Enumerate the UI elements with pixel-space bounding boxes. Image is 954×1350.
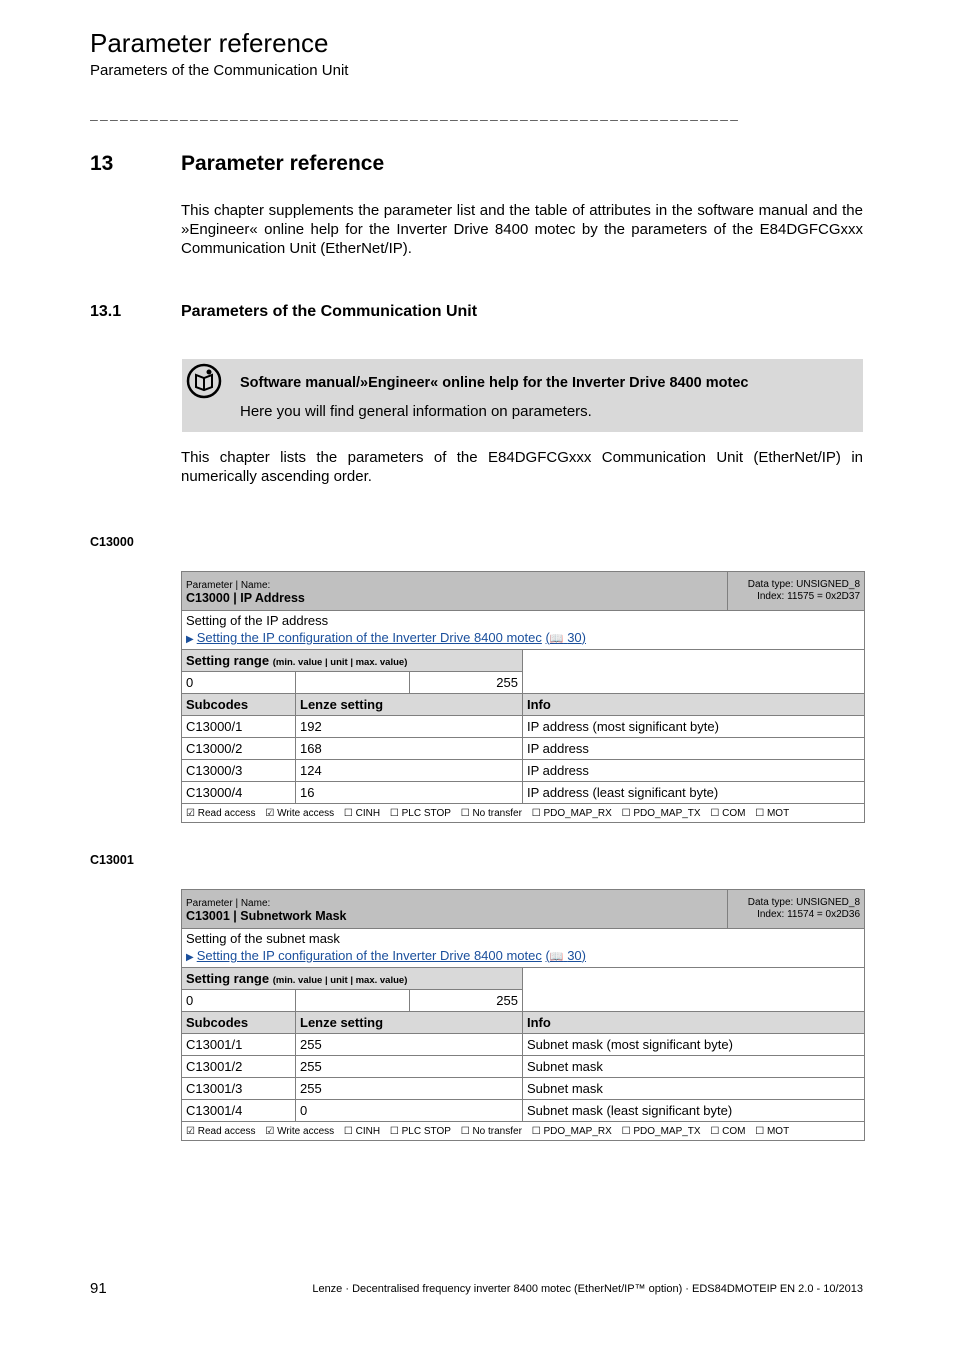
table-row: C13001/3 255 Subnet mask xyxy=(182,1078,865,1100)
parameter-name-label: Parameter | Name: xyxy=(186,898,271,909)
range-min: 0 xyxy=(182,672,296,694)
link-arrow-icon: ▶ xyxy=(186,952,194,963)
flag-mot: ☐ MOT xyxy=(755,1125,790,1137)
table-row: C13000/1 192 IP address (most significant byte) xyxy=(182,716,865,738)
parameter-description: Setting of the IP address xyxy=(186,613,329,628)
link-arrow-icon: ▶ xyxy=(186,634,194,645)
page-reference-link[interactable]: (📖 30) xyxy=(545,630,586,645)
chapter-intro: This chapter supplements the parameter list and the table of attributes in the software manual and the »Engineer« online help for the Inverter Drive 8400 motec by the parameters of the E84DGFCGxxx Communication Unit (EtherNet/IP). xyxy=(181,202,863,257)
data-type: Data type: UNSIGNED_8 xyxy=(747,579,861,590)
flag-read-access: ☑ Read access xyxy=(186,807,256,819)
range-max: 255 xyxy=(410,672,523,694)
flag-mot: ☐ MOT xyxy=(755,807,790,819)
section-number: 13.1 xyxy=(90,303,122,320)
flag-cinh: ☐ CINH xyxy=(343,807,381,819)
flag-pdo-map-tx: ☐ PDO_MAP_TX xyxy=(621,1125,701,1137)
chapter-number: 13 xyxy=(90,152,114,175)
column-header-info: Info xyxy=(523,694,865,716)
flag-plc-stop: ☐ PLC STOP xyxy=(389,1125,451,1137)
parameter-name-label: Parameter | Name: xyxy=(186,580,271,591)
book-icon: 📖 xyxy=(549,951,564,963)
flag-plc-stop: ☐ PLC STOP xyxy=(389,807,451,819)
page-reference-link[interactable]: (📖 30) xyxy=(545,948,586,963)
table-row: C13001/2 255 Subnet mask xyxy=(182,1056,865,1078)
access-flags xyxy=(182,1122,865,1141)
flag-pdo-map-rx: ☐ PDO_MAP_RX xyxy=(531,1125,612,1137)
note-box xyxy=(182,359,863,432)
table-row: C13001/4 0 Subnet mask (least significant byte) xyxy=(182,1100,865,1122)
table-row: C13000/2 168 IP address xyxy=(182,738,865,760)
flag-no-transfer: ☐ No transfer xyxy=(460,807,522,819)
setting-range-hint: (min. value | unit | max. value) xyxy=(272,657,408,668)
range-min: 0 xyxy=(182,990,296,1012)
table-row: C13000/4 16 IP address (least significant byte) xyxy=(182,782,865,804)
setting-range-label: Setting range xyxy=(186,653,270,668)
parameter-description: Setting of the subnet mask xyxy=(186,931,340,946)
flag-write-access: ☑ Write access xyxy=(265,807,335,819)
note-text: Here you will find general information on parameters. xyxy=(240,403,592,420)
manual-reader-icon xyxy=(186,363,222,399)
flag-read-access: ☑ Read access xyxy=(186,1125,256,1137)
parameter-heading: C13000 xyxy=(90,535,134,549)
cross-reference-link[interactable]: Setting the IP configuration of the Inverter Drive 8400 motec xyxy=(196,630,542,645)
range-unit xyxy=(296,990,410,1012)
range-unit xyxy=(296,672,410,694)
column-header-lenze-setting: Lenze setting xyxy=(296,1012,523,1034)
setting-range-hint: (min. value | unit | max. value) xyxy=(272,975,408,986)
setting-range-label: Setting range xyxy=(186,971,270,986)
table-row: C13001/1 255 Subnet mask (most significant byte) xyxy=(182,1034,865,1056)
range-max: 255 xyxy=(410,990,523,1012)
section-intro: This chapter lists the parameters of the E84DGFCGxxx Communication Unit (EtherNet/IP) in numerically ascending order. xyxy=(181,449,863,485)
note-title: Software manual/»Engineer« online help for the Inverter Drive 8400 motec xyxy=(240,375,749,391)
parameter-name: C13000 | IP Address xyxy=(186,591,305,605)
page-header-title: Parameter reference xyxy=(90,28,329,58)
data-type: Data type: UNSIGNED_8 xyxy=(747,897,861,908)
flag-com: ☐ COM xyxy=(710,1125,746,1137)
column-header-subcodes: Subcodes xyxy=(182,1012,296,1034)
flag-pdo-map-tx: ☐ PDO_MAP_TX xyxy=(621,807,701,819)
book-icon: 📖 xyxy=(549,633,564,645)
flag-pdo-map-rx: ☐ PDO_MAP_RX xyxy=(531,807,612,819)
page-number: 91 xyxy=(90,1280,107,1297)
flag-com: ☐ COM xyxy=(710,807,746,819)
cross-reference-link[interactable]: Setting the IP configuration of the Inverter Drive 8400 motec xyxy=(196,948,542,963)
flag-cinh: ☐ CINH xyxy=(343,1125,381,1137)
parameter-heading: C13001 xyxy=(90,853,134,867)
parameter-index: Index: 11575 = 0x2D37 xyxy=(757,591,861,602)
parameter-index: Index: 11574 = 0x2D36 xyxy=(757,909,861,920)
header-separator: _________________________________________________________________ xyxy=(90,108,741,123)
column-header-subcodes: Subcodes xyxy=(182,694,296,716)
parameter-table xyxy=(181,571,865,823)
flag-no-transfer: ☐ No transfer xyxy=(460,1125,522,1137)
access-flags xyxy=(182,804,865,823)
footer-text: Lenze · Decentralised frequency inverter 8400 motec (EtherNet/IP™ option) · EDS84DMOTEIP EN 2.0 - 10/2013 xyxy=(312,1283,863,1295)
page-header-subtitle: Parameters of the Communication Unit xyxy=(90,62,349,79)
chapter-title: Parameter reference xyxy=(181,152,385,175)
section-title: Parameters of the Communication Unit xyxy=(181,303,478,320)
parameter-table xyxy=(181,889,865,1141)
column-header-lenze-setting: Lenze setting xyxy=(296,694,523,716)
column-header-info: Info xyxy=(523,1012,865,1034)
flag-write-access: ☑ Write access xyxy=(265,1125,335,1137)
parameter-name: C13001 | Subnetwork Mask xyxy=(186,909,347,923)
table-row: C13000/3 124 IP address xyxy=(182,760,865,782)
